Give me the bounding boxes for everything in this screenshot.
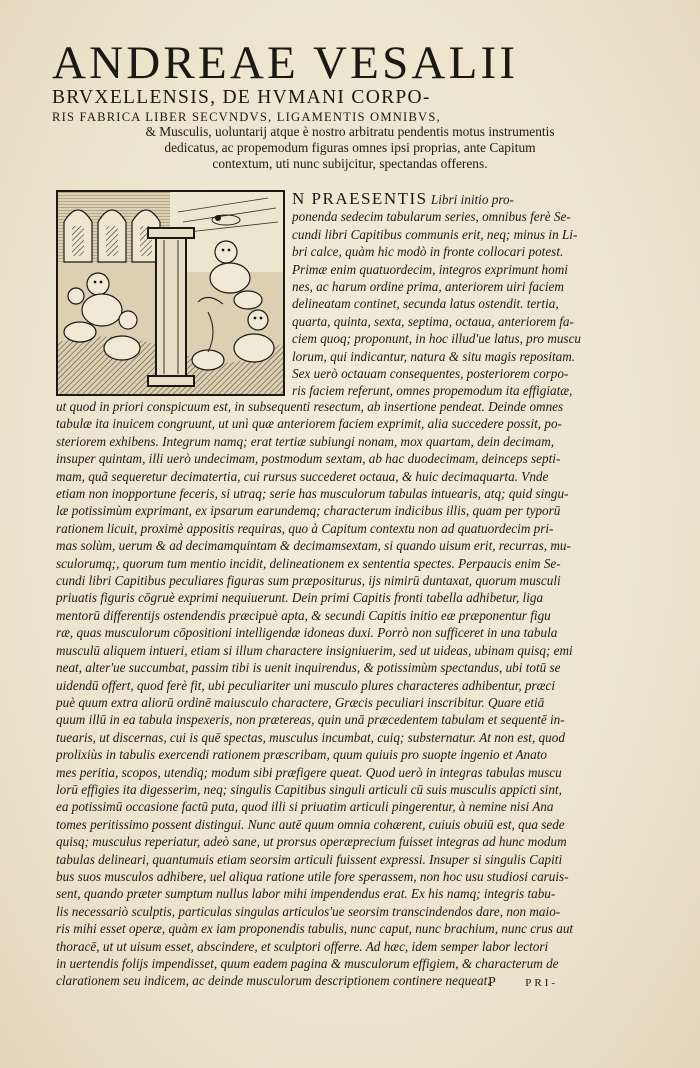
text-line: uidendū offert, quod ferè fit, ubi peculiariter uni musculo plures characteres adhibentur, præci	[56, 677, 555, 693]
text-line: rationem licuit, proximè appositis requiras, quo à Capitum contextu non ad quatuordecim pri-	[56, 520, 554, 536]
text-line: læ potissimùm exprimant, ex ipsarum earundemq; characterum indicibus illis, quam per typorū	[56, 503, 561, 519]
text-line: lorum, qui indicantur, natura & situ magis repositam.	[292, 348, 576, 364]
title-line-three: RIS FABRICA LIBER SECVNDVS, LIGAMENTIS OMNIBVS,	[52, 110, 441, 124]
text-line: nes, ac harum ordine prima, anteriorem uiri faciem	[292, 279, 564, 295]
text-line: mes peritia, scopos, utendiq; modum sibi præfigere queat. Quod uerò in integras tabulas muscu	[56, 764, 562, 780]
text-line: cundi libri Capitibus communis erit, neq; minus in Li-	[292, 226, 578, 242]
subtitle-line: contextum, uti nunc subijcitur, spectandas offerens.	[212, 156, 488, 171]
title-line-two: BRVXELLENSIS, DE HVMANI CORPO-	[52, 87, 431, 108]
text-line: steriorem exhibens. Integrum namq; erat tertiæ subiungi nonam, mox quartam, dein decimam,	[56, 433, 555, 449]
text-line: sent, quando præter sumptum nullus labor mihi impendendus erat. Ex his namq; integris tabu-	[56, 886, 556, 902]
text-line: ræ, quas musculorum cōpositioni intelligendæ idoneas duxi. Porrò non sufficeret in una tabula	[56, 625, 558, 641]
text-line: mam, quã sequeretur decimatertia, cui rursus succederet octaua, & huic decimaquarta. Vnde	[56, 468, 549, 484]
subtitle-line: dedicatus, ac propemodum figuras omnes ipsi proprias, ante Capitum	[164, 140, 536, 155]
text-line: ea potissimū occasione factū puta, quod illi si priuatim articuli pingerentur, à nemine nisi Ana	[56, 799, 554, 815]
text-line: musculū aliquem intueri, etiam si illum charactere insigniuerim, sed ut uideas, ubinam quisq; emi	[56, 642, 573, 658]
text-line: tabulas delineari, quantumuis etiam seorsim articuli fuissent expressi. Insuper si singulis Capiti	[56, 851, 563, 867]
text-line: cundi libri Capitibus peculiares figuras sum præpositurus, ijs nimirū duntaxat, quorum musculi	[56, 573, 561, 589]
woodcut-illustration	[58, 192, 283, 394]
text-line: ponenda sedecim tabularum series, omnibus ferè Se-	[292, 209, 571, 225]
text-line: quisq; musculus reperiatur, adeò sane, ut prorsus operæprecium fuisset integras ad hunc modum	[56, 834, 567, 850]
text-line: tuearis, ut discernas, cui is quē spectas, musculus incumbat, cuiq; substernatur. At non est, quod	[56, 729, 565, 745]
text-line: quarta, quinta, sexta, septima, octaua, anteriorem fa-	[292, 313, 574, 329]
text-line: ris mihi esset operæ, quàm ex iam proponendis tabulis, nunc caput, nunc brachium, nunc crus aut	[56, 921, 574, 937]
text-line: insuper quintam, illi uerò undecimam, postmodum sextam, ab hac duodecimam, deinceps septi-	[56, 451, 561, 467]
text-line: in uertendis folijs impendisset, quum eadem pagina & musculorum effigiem, & characterum de	[56, 956, 559, 971]
text-line: delineatam continet, secunda latus ostendit. tertia,	[292, 296, 559, 312]
text-line: lorū effigies ita digesserim, neq; singulis Capitibus singuli articuli cū suis musculis appicti sint,	[56, 781, 562, 797]
text-line: clarationem seu indicem, ac deinde musculorum descriptionem continere nequeat.	[56, 973, 491, 989]
text-line: neat, alter'ue succumbat, passim tibi is uenit inquirendus, & potissimùm spectandus, ubi totū se	[56, 660, 561, 676]
text-line: puè quum extra aliorū ordinē maiusculo charactere, Græcis peculiari inscribitur. Quare etiā	[56, 694, 545, 710]
signature-mark: P	[488, 975, 499, 990]
text-line: bri calce, quàm hic modò in fronte collocari potest.	[292, 244, 564, 260]
text-line: tomes peritissimo possent distingui. Nunc autē quum omnia cohærent, cuiuis obuiū est, qua sede	[56, 816, 565, 832]
text-line: sculorumq;, quorum tum mentio incidit, delineationem ex sententia spectes. Perpaucis enim Se-	[56, 555, 561, 571]
body-text-wide-column	[56, 398, 650, 990]
text-line: ut quod in priori conspicuum est, in subsequenti resectum, ab insertione pendeat. Deinde omnes	[56, 399, 564, 414]
text-line: Primæ enim quatuordecim, integros exprimunt homi	[292, 261, 568, 277]
text-line: quum illū in ea tabula inspexeris, non prætereas, quin unā præcedentem tabulam et sequentē in-	[56, 712, 565, 728]
text-line: mas solùm, uerum & ad decimamquintam & decimamsextam, si quando uisum erit, recurras, mu-	[56, 538, 571, 554]
text-line: priuatis figuris cōgruè exprimi nequiuerunt. Dein primi Capitis fronti tabella adhibetur, liga	[56, 590, 544, 606]
text-line: thoracē, ut ut uisum esset, abscindere, et sculptori offerre. Ad hæc, idem semper labor lectori	[56, 938, 549, 954]
text-line: mentorū differentijs ostendendis præcipuè apta, & secundi Capitis initio eæ præponentur figu	[56, 607, 551, 623]
text-line: ris faciem referunt, omnes propemodum ita effigiatæ,	[292, 383, 573, 399]
text-line: tabulæ ita inuicem congruunt, ut unì quæ anteriorem faciem exprimit, alia succedere possit, po-	[56, 416, 562, 432]
catchword: PRI-	[525, 977, 559, 989]
text-line: prolixiùs in tabulis exercendi rationem præscribam, quum quiuis pro suopte ingenio et Anato	[56, 747, 547, 763]
title-author-name: ANDREAE VESALII	[52, 37, 519, 89]
text-line: bus suos musculos adhibere, uel aliqua ratione utile fore sperassem, non hoc usu studiosi caruis-	[56, 868, 569, 884]
page-footer	[488, 975, 558, 991]
text-line: ciem quoq; proponunt, in hoc illud'ue latus, pro muscu	[292, 331, 582, 347]
text-line: etiam non inopportune feceris, si utraq; serie has musculorum tabulas intuearis, atq; quid singu-	[56, 486, 569, 502]
historiated-initial-woodcut	[56, 190, 285, 396]
body-text-narrow-column	[292, 190, 650, 400]
lead-capitals: N PRAESENTIS	[292, 190, 428, 208]
text-line: lis necessariò sculptis, particulas singulas articulos'ue seorsim transcindendos dare, non maio-	[56, 903, 561, 919]
text-line: N PRAESENTIS Libri initio pro-	[292, 190, 514, 208]
subtitle-line: & Musculis, uoluntarij atque è nostro arbitratu pendentis motus instrumentis	[145, 124, 555, 139]
text-line: Sex uerò octauam consequentes, posteriorem corpo-	[292, 366, 569, 382]
subtitle-block	[60, 124, 640, 172]
